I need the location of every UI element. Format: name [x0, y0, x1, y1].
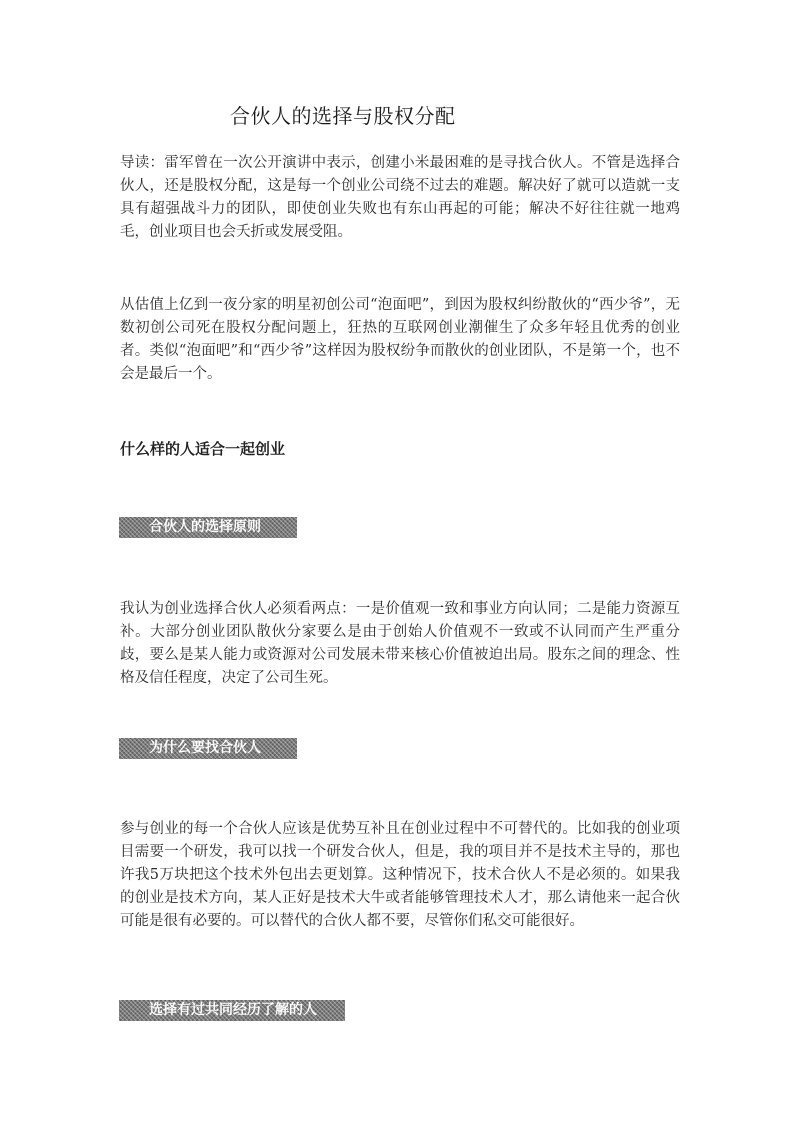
- body-paragraph-2: 我认为创业选择合伙人必须看两点：一是价值观一致和事业方向认同；二是能力资源互补。大部分创业团队散伙分家要么是由于创始人价值观不一致或不认同而产生严重分歧，要么是某人能力或资源对公司发展未带来核心价值被迫出局。股东之间的理念、性格及信任程度，决定了公司生死。: [120, 601, 680, 686]
- document-title: 合伙人的选择与股权分配: [230, 104, 456, 128]
- section-banner-1: 合伙人的选择原则: [119, 517, 297, 538]
- intro-paragraph: 导读：雷军曾在一次公开演讲中表示，创建小米最困难的是寻找合伙人。不管是选择合伙人，还是股权分配，这是每一个创业公司绕不过去的难题。解决好了就可以造就一支具有超强战斗力的团队，即使创业失败也有东山再起的可能；解决不好往往就一地鸡毛，创业项目也会夭折或发展受阻。: [120, 155, 680, 240]
- body-paragraph-1: 从估值上亿到一夜分家的明星初创公司“泡面吧”，到因为股权纠纷散伙的“西少爷”，无数初创公司死在股权分配问题上，狂热的互联网创业潮催生了众多年轻且优秀的创业者。类似“泡面吧”和“西少爷”这样因为股权纷争而散伙的创业团队，不是第一个，也不会是最后一个。: [120, 297, 680, 382]
- section-heading: 什么样的人适合一起创业: [120, 440, 286, 458]
- section-banner-2: 为什么要找合伙人: [119, 738, 297, 759]
- section-banner-3: 选择有过共同经历了解的人: [119, 1000, 345, 1021]
- body-paragraph-3: 参与创业的每一个合伙人应该是优势互补且在创业过程中不可替代的。比如我的创业项目需要一个研发，我可以找一个研发合伙人，但是，我的项目并不是技术主导的，那也许我5万块把这个技术外包出去更划算。这种情况下，技术合伙人不是必须的。如果我的创业是技术方向，某人正好是技术大牛或者能够管理技术人才，那么请他来一起合伙可能是很有必要的。可以替代的合伙人都不要，尽管你们私交可能很好。: [120, 821, 680, 929]
